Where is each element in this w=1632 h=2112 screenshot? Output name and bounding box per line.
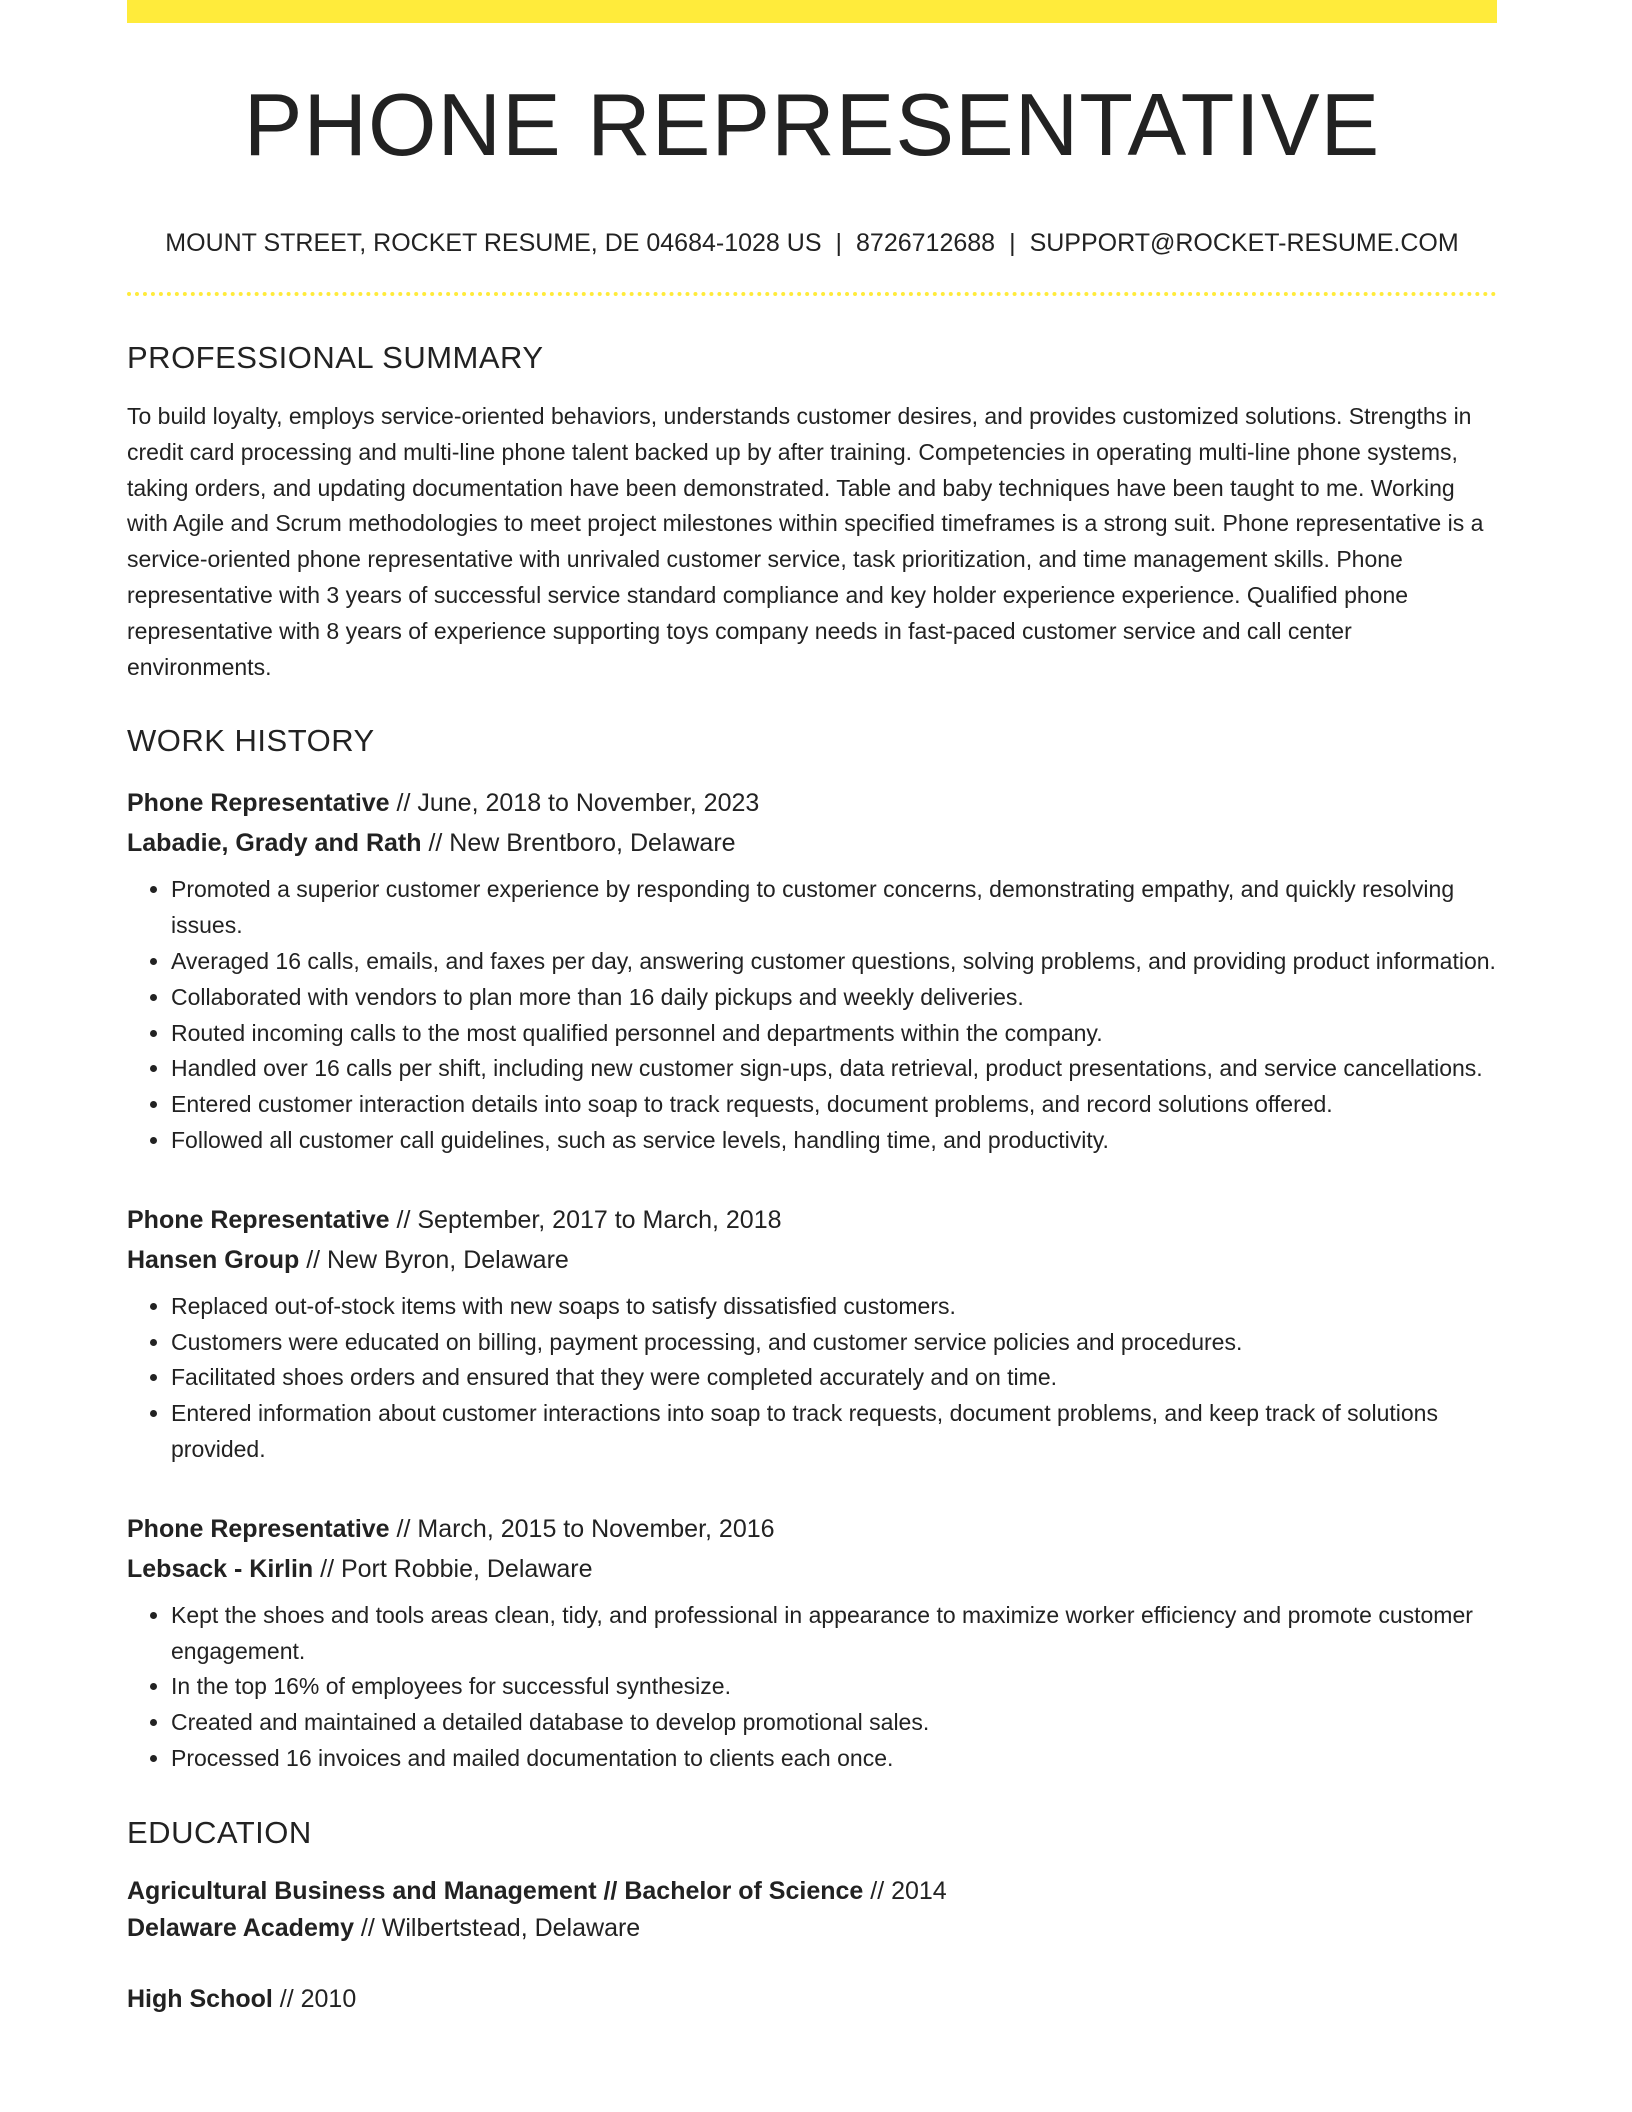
school-name: Delaware Academy [127, 1913, 354, 1942]
list-item: • Routed incoming calls to the most qualified personnel and departments within the company. [171, 1016, 1497, 1052]
education-entry [127, 1873, 1497, 1947]
school-location: // Wilbertstead, Delaware [353, 1913, 641, 1942]
job-title-line [127, 1509, 1497, 1549]
job-role: Phone Representative [127, 1205, 390, 1234]
job-bullets [127, 1598, 1497, 1777]
job-entry [127, 783, 1497, 1158]
job-title-line [127, 1200, 1497, 1240]
job-bullets [127, 872, 1497, 1158]
job-company: Hansen Group [127, 1245, 300, 1274]
list-item: • Facilitated shoes orders and ensured that they were completed accurately and on time. [171, 1360, 1497, 1396]
job-location: // New Brentboro, Delaware [421, 829, 736, 858]
school-line [127, 1910, 1497, 1947]
resume-page [127, 0, 1497, 2018]
graduation-year: // 2014 [863, 1876, 947, 1905]
separator: | [1009, 229, 1016, 257]
job-dates: // June, 2018 to November, 2023 [389, 789, 760, 818]
job-company-line [127, 1549, 1497, 1589]
education-entry [127, 1981, 1497, 2018]
list-item: • Processed 16 invoices and mailed documentation to clients each once. [171, 1741, 1497, 1777]
list-item: • Created and maintained a detailed database to develop promotional sales. [171, 1705, 1497, 1741]
job-entry [127, 1200, 1497, 1468]
list-item: • Handled over 16 calls per shift, including new customer sign-ups, data retrieval, product presentations, and service cancellations. [171, 1051, 1497, 1087]
list-item: • Entered information about customer interactions into soap to track requests, document problems, and keep track of solutions provided. [171, 1396, 1497, 1468]
job-role: Phone Representative [127, 789, 390, 818]
phone-number: 8726712688 [856, 229, 996, 257]
job-company-line [127, 823, 1497, 863]
job-location: // Port Robbie, Delaware [313, 1554, 593, 1583]
list-item: • Customers were educated on billing, payment processing, and customer service policies and procedures. [171, 1325, 1497, 1361]
degree: Agricultural Business and Management // Bachelor of Science [127, 1876, 864, 1905]
list-item: • Averaged 16 calls, emails, and faxes per day, answering customer questions, solving problems, and providing product information. [171, 944, 1497, 980]
list-item: • Kept the shoes and tools areas clean, tidy, and professional in appearance to maximize worker efficiency and promote customer engagement. [171, 1598, 1497, 1670]
list-item: • Entered customer interaction details into soap to track requests, document problems, and record solutions offered. [171, 1087, 1497, 1123]
degree: High School [127, 1984, 273, 2013]
job-bullets [127, 1289, 1497, 1468]
dotted-divider [127, 292, 1497, 296]
list-item: • In the top 16% of employees for successful synthesize. [171, 1669, 1497, 1705]
list-item: • Collaborated with vendors to plan more than 16 daily pickups and weekly deliveries. [171, 980, 1497, 1016]
job-dates: // March, 2015 to November, 2016 [389, 1514, 775, 1543]
degree-line [127, 1981, 1497, 2018]
job-entry [127, 1509, 1497, 1777]
address: MOUNT STREET, ROCKET RESUME, DE 04684-1028 US [165, 229, 822, 257]
job-dates: // September, 2017 to March, 2018 [389, 1205, 782, 1234]
job-company: Lebsack - Kirlin [127, 1554, 314, 1583]
separator: | [835, 229, 843, 257]
section-title-summary: PROFESSIONAL SUMMARY [127, 340, 544, 375]
candidate-name: PHONE REPRESENTATIVE [243, 75, 1381, 174]
graduation-year: // 2010 [272, 1984, 357, 2013]
list-item: • Followed all customer call guidelines, such as service levels, handling time, and productivity. [171, 1123, 1497, 1159]
job-company: Labadie, Grady and Rath [127, 829, 422, 858]
list-item: • Promoted a superior customer experience by responding to customer concerns, demonstrating empathy, and quickly resolving issues. [171, 872, 1497, 944]
summary-text: To build loyalty, employs service-oriented behaviors, understands customer desires, and provides customized solutions. Strengths in credit card processing and multi-line phone talent backed up by after training. Competencies in operating multi-line phone systems, taking orders, and updating documentation have been demonstrated. Table and baby techniques have been taught to me. Working with Agile and Scrum methodologies to meet project milestones within specified timeframes is a strong suit. Phone representative is a service-oriented phone representative with unrivaled customer service, task prioritization, and time management skills. Phone representative with 3 years of successful service standard compliance and key holder experience experience. Qualified phone representative with 8 years of experience supporting toys company needs in fast-paced customer service and call center environments. [127, 403, 1484, 680]
job-role: Phone Representative [127, 1514, 390, 1543]
job-company-line [127, 1240, 1497, 1280]
section-title-work-history: WORK HISTORY [127, 723, 375, 759]
email-address: SUPPORT@ROCKET-RESUME.COM [1029, 229, 1459, 257]
job-location: // New Byron, Delaware [299, 1245, 569, 1274]
job-title-line [127, 783, 1497, 823]
contact-line [127, 231, 1497, 256]
section-title-education: EDUCATION [127, 1814, 312, 1850]
list-item: • Replaced out-of-stock items with new soaps to satisfy dissatisfied customers. [171, 1289, 1497, 1325]
degree-line [127, 1873, 1497, 1910]
accent-bar [127, 0, 1497, 23]
